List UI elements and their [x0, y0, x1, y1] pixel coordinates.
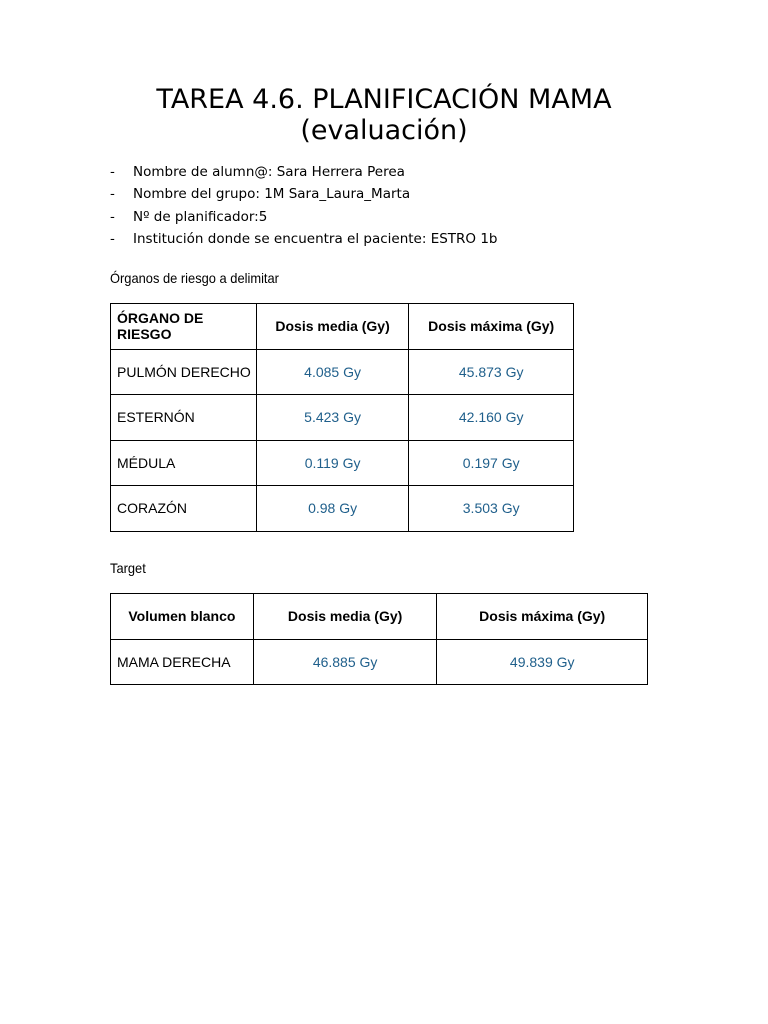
list-item — [110, 206, 498, 228]
column-header: Dosis máxima (Gy) — [437, 594, 648, 640]
max-dose: 45.873 Gy — [409, 349, 574, 395]
organ-name: ESTERNÓN — [111, 395, 257, 441]
institution: Institución donde se encuentra el paciente: ESTRO 1b — [133, 230, 498, 247]
max-dose: 0.197 Gy — [409, 440, 574, 486]
column-header: ÓRGANO DE RIESGO — [111, 304, 257, 350]
max-dose: 49.839 Gy — [437, 639, 648, 685]
table-row — [111, 440, 574, 486]
mean-dose: 46.885 Gy — [253, 639, 437, 685]
info-list — [110, 161, 498, 250]
group-name: Nombre del grupo: 1M Sara_Laura_Marta — [133, 186, 411, 203]
mean-dose: 0.119 Gy — [256, 440, 409, 486]
mean-dose: 0.98 Gy — [256, 486, 409, 532]
table-row — [111, 395, 574, 441]
list-item — [110, 228, 498, 250]
table-row — [111, 349, 574, 395]
column-header: Dosis media (Gy) — [253, 594, 437, 640]
max-dose: 42.160 Gy — [409, 395, 574, 441]
column-header: Dosis media (Gy) — [256, 304, 409, 350]
organ-name: PULMÓN DERECHO — [111, 349, 257, 395]
list-bullet: - — [110, 230, 115, 247]
page-title-line-1: TAREA 4.6. PLANIFICACIÓN MAMA — [156, 84, 612, 115]
mean-dose: 4.085 Gy — [256, 349, 409, 395]
organs-table — [110, 303, 574, 532]
table-row — [111, 486, 574, 532]
table-row — [111, 639, 648, 685]
max-dose: 3.503 Gy — [409, 486, 574, 532]
organ-name: CORAZÓN — [111, 486, 257, 532]
list-bullet: - — [110, 186, 115, 203]
column-header: Volumen blanco — [111, 594, 254, 640]
target-table — [110, 593, 648, 685]
planner-number: Nº de planificador:5 — [133, 208, 268, 225]
organs-caption: Órganos de riesgo a delimitar — [110, 270, 279, 286]
table-header-row — [111, 594, 648, 640]
target-caption: Target — [110, 560, 146, 576]
target-volume-name: MAMA DERECHA — [111, 639, 254, 685]
mean-dose: 5.423 Gy — [256, 395, 409, 441]
list-bullet: - — [110, 208, 115, 225]
page-title — [0, 84, 768, 146]
list-item — [110, 183, 498, 205]
page-title-line-2: (evaluación) — [300, 115, 468, 146]
list-item — [110, 161, 498, 183]
table-header-row — [111, 304, 574, 350]
organ-name: MÉDULA — [111, 440, 257, 486]
student-name: Nombre de alumn@: Sara Herrera Perea — [133, 164, 405, 180]
list-bullet: - — [110, 164, 115, 180]
column-header: Dosis máxima (Gy) — [409, 304, 574, 350]
